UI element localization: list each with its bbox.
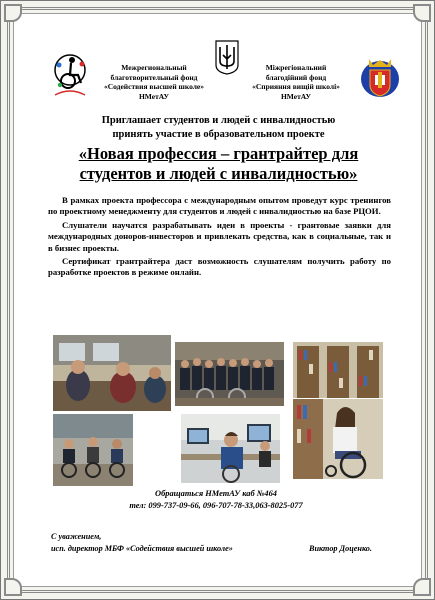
photo-wheelchair-users-outdoors <box>53 414 133 486</box>
body-paragraph: В рамках проекта профессора с международным опытом проведут курс тренингов по проектному менеджменту для студентов и людей с инвалидностью на базе РЦОИ. <box>48 195 391 217</box>
photo-student-in-wheelchair <box>293 399 383 479</box>
org-name-right: Міжрегіональний благодійний фонд «Сприяння вищій школі» НМетАУ <box>252 63 340 101</box>
disability-logo-icon <box>51 51 89 97</box>
contacts <box>61 488 371 511</box>
body-paragraph: Слушатели научатся разрабатывать идеи в проекты - грантовые заявки для международных доноров-инвесторов и привлекать средства, как в социальные, так и в бизнес проекты. <box>48 219 391 253</box>
frame-corner <box>413 578 431 596</box>
body-paragraph: Сертификат грантрайтера даст возможность слушателям получить работу по разработке проектов в режиме онлайн. <box>48 256 391 278</box>
signoff-position: исп. директор МБФ «Содействия высшей школе» <box>51 544 233 553</box>
invitation-text: Приглашает студентов и людей с инвалидностью принять участие в образовательном проекте <box>101 115 336 140</box>
project-title: «Новая профессия – грантрайтер для студентов и людей с инвалидностью» <box>78 144 359 183</box>
contact-address: Обращаться НМетАУ каб №464 <box>155 489 277 498</box>
org-name-left: Межрегиональный благотворительный фонд «Содействия высшей школе» НМетАУ <box>103 63 205 101</box>
signoff-name: Виктор Доценко. <box>309 544 372 553</box>
contact-phones: тел: 099-737-09-66, 096-707-78-33,063-8025-077 <box>129 500 303 510</box>
signoff <box>51 531 401 555</box>
photo-group-with-wheelchairs <box>175 342 284 406</box>
frame-corner <box>4 578 22 596</box>
photo-students-at-computers <box>53 335 171 411</box>
poster-header <box>41 33 401 105</box>
photo-computer-training <box>181 414 280 483</box>
photo-library-shelves <box>293 342 383 398</box>
frame-corner <box>413 4 431 22</box>
body-text <box>48 195 391 281</box>
signoff-greeting: С уважением, <box>51 532 102 541</box>
coat-of-arms-icon <box>359 55 401 99</box>
